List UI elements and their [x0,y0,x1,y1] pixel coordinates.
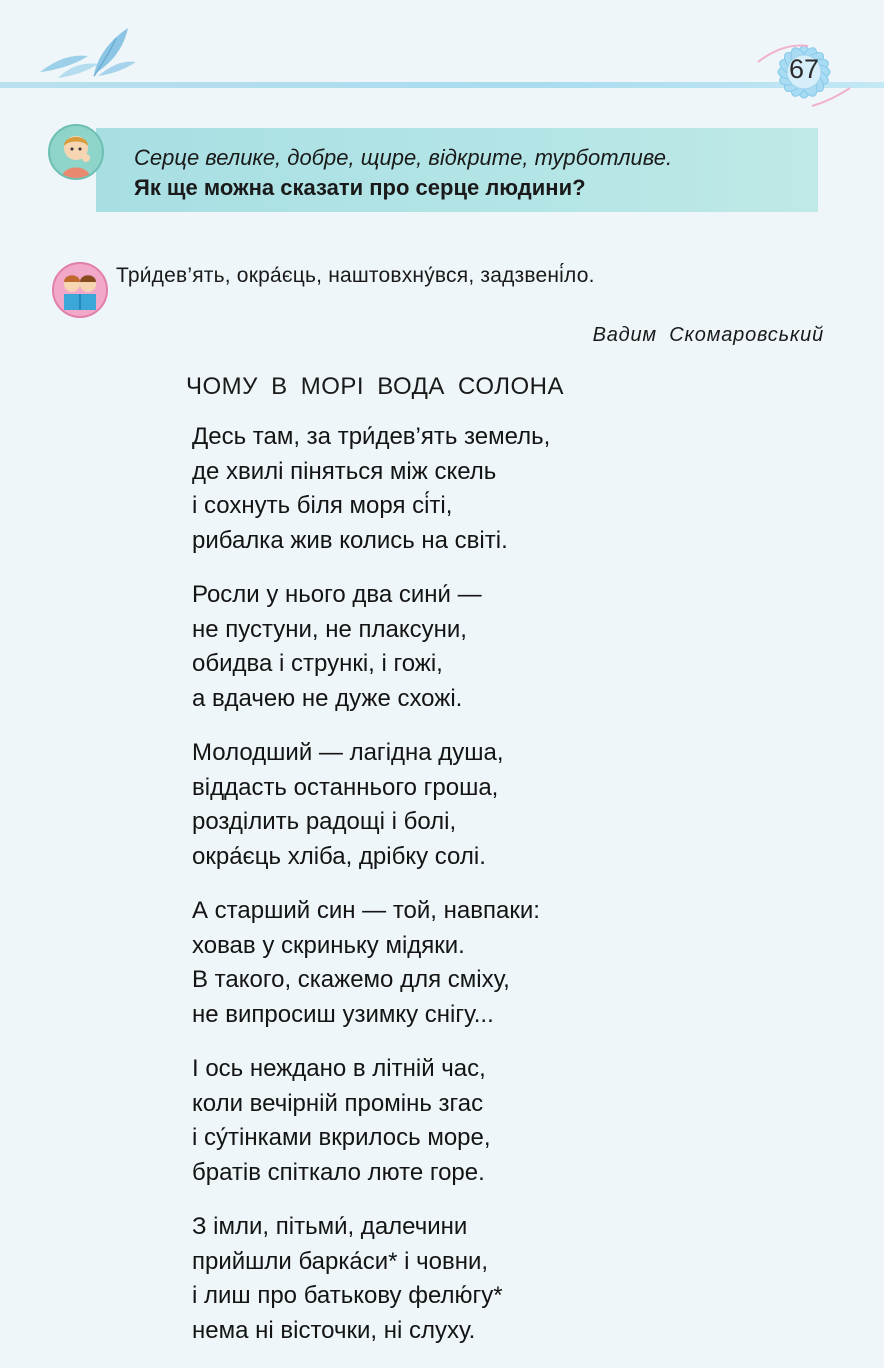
vocabulary-words: Три́дев’ять, окра́єць, наштовхну́вся, задзвені́ло. [116,264,595,287]
poem-line: ховав у скриньку мідяки. [192,931,465,959]
poem-line: не випросиш узимку снігу... [192,1000,494,1028]
question-prompt: Як ще можна сказати про серце людини? [134,175,586,200]
poem-line: не пустуни, не плаксуни, [192,615,467,643]
poem-stanza [192,736,752,874]
question-text: Серце велике, добре, щире, відкрите, турботливе. [134,145,673,170]
poem-line: Десь там, за три́дев’ять земель, [192,423,551,450]
poem-line: коли вечірній промінь згас [192,1089,484,1117]
poem-line: З імли, пітьми́, далечини [192,1213,468,1240]
poem-line: розділить радощі і болі, [192,808,457,835]
poem-stanza [192,894,752,1032]
poem-line: Росли у нього два сини́ — [192,581,482,608]
poem-line: прийшли барка́си* і човни, [192,1247,489,1275]
poem-line: рибалка жив колись на світі. [192,526,508,554]
poem-line: і лиш про батькову фелю́гу* [192,1282,503,1309]
poem-stanza [192,420,752,558]
poem-line: і су́тінками вкрилось море, [192,1124,491,1151]
poem-line: В такого, скажемо для сміху, [192,966,510,993]
poem-line: братів спіткало люте горе. [192,1158,485,1186]
leaf-ornament-icon [36,22,146,84]
kids-reading-icon [52,262,108,318]
poem-body [192,420,752,1368]
poem-line: обидва і стрункі, і гожі, [192,650,443,677]
page-number: 67 [788,54,820,84]
poem-line: а вдачею не дуже схожі. [192,684,463,712]
poem-author: Вадим Скомаровський [592,324,824,346]
poem-line: окра́єць хліба, дрібку солі. [192,842,486,870]
poem-title: ЧОМУ В МОРІ ВОДА СОЛОНА [186,373,564,400]
poem-stanza [192,1210,752,1348]
girl-thinking-icon [48,124,104,180]
poem-line: віддасть останнього гроша, [192,773,499,801]
poem-line: А старший син — той, навпаки: [192,897,540,924]
poem-line: і сохнуть біля моря сі́ті, [192,492,453,519]
poem-line: де хвилі піняться між скель [192,457,497,485]
poem-line: І ось неждано в літній час, [192,1055,486,1082]
poem-stanza [192,578,752,716]
poem-line: Молодший — лагідна душа, [192,739,504,766]
poem-line: нема ні вісточки, ні слуху. [192,1316,476,1344]
poem-stanza [192,1052,752,1190]
